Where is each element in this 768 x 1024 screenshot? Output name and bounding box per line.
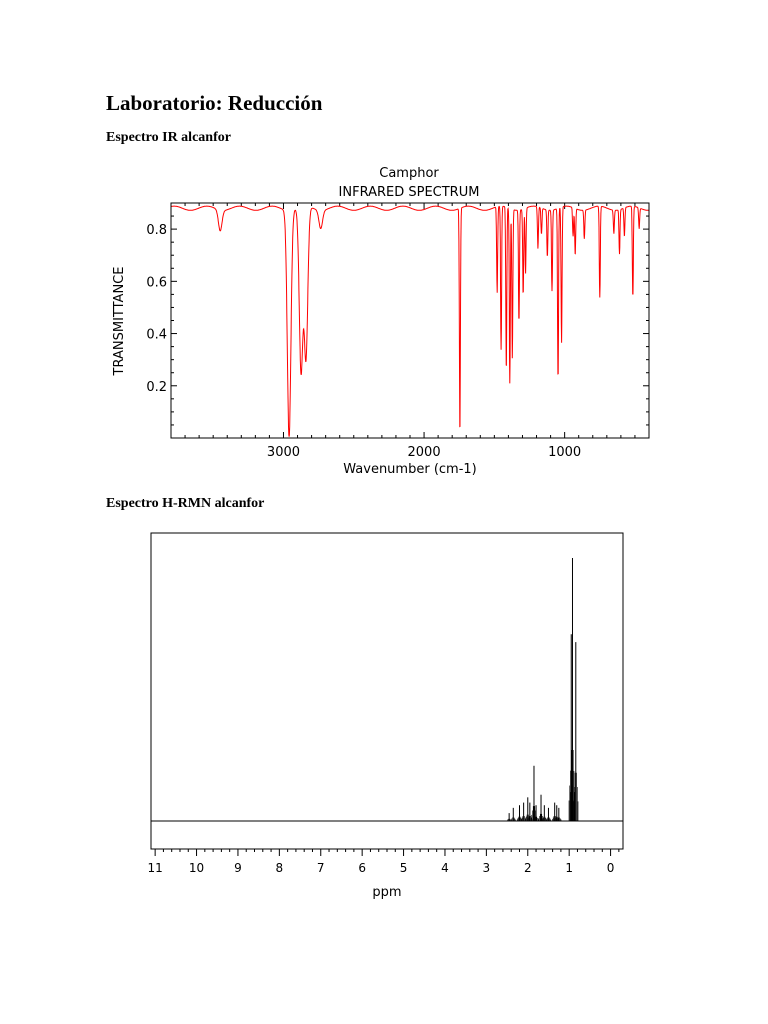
nmr-tick-label: 6 [358, 861, 366, 875]
nmr-tick-label: 3 [482, 861, 491, 875]
ir-chart-title: Camphor [379, 166, 439, 181]
nmr-peaks [508, 558, 578, 821]
ir-x-axis-label: Wavenumber (cm-1) [343, 462, 477, 477]
nmr-section-heading: Espectro H-RMN alcanfor [106, 496, 265, 511]
ir-y-axis-label: TRANSMITTANCE [112, 266, 127, 376]
ir-tick-label-x-2000: 2000 [407, 445, 441, 460]
ir-tick-label-x-1000: 1000 [548, 445, 582, 460]
nmr-tick-label: 0 [606, 861, 615, 875]
nmr-plot-frame [151, 533, 623, 849]
nmr-x-axis-label: ppm [372, 885, 402, 900]
ir-tick-label-y-0.6: 0.6 [146, 275, 167, 291]
nmr-tick-label: 2 [523, 861, 532, 875]
nmr-tick-label: 7 [316, 861, 325, 875]
nmr-tick-label: 11 [147, 861, 163, 875]
nmr-tick-label: 8 [275, 861, 284, 875]
nmr-tick-label: 4 [441, 861, 449, 875]
nmr-tick-label: 5 [399, 861, 408, 875]
ir-tick-label-y-0.2: 0.2 [146, 379, 167, 395]
ir-tick-label-x-3000: 3000 [266, 445, 301, 460]
document-title: Laboratorio: Reducción [106, 91, 323, 115]
nmr-tick-label: 10 [188, 861, 205, 875]
nmr-tick-label: 9 [234, 861, 242, 875]
nmr-tick-labels [147, 861, 614, 875]
ir-section-heading: Espectro IR alcanfor [106, 130, 231, 145]
nmr-tick-label: 1 [565, 861, 573, 875]
nmr-axis-ticks [155, 849, 619, 856]
ir-tick-label-y-0.4: 0.4 [146, 327, 167, 343]
ir-tick-label-y-0.8: 0.8 [146, 223, 167, 239]
ir-chart-subtitle: INFRARED SPECTRUM [338, 185, 480, 200]
